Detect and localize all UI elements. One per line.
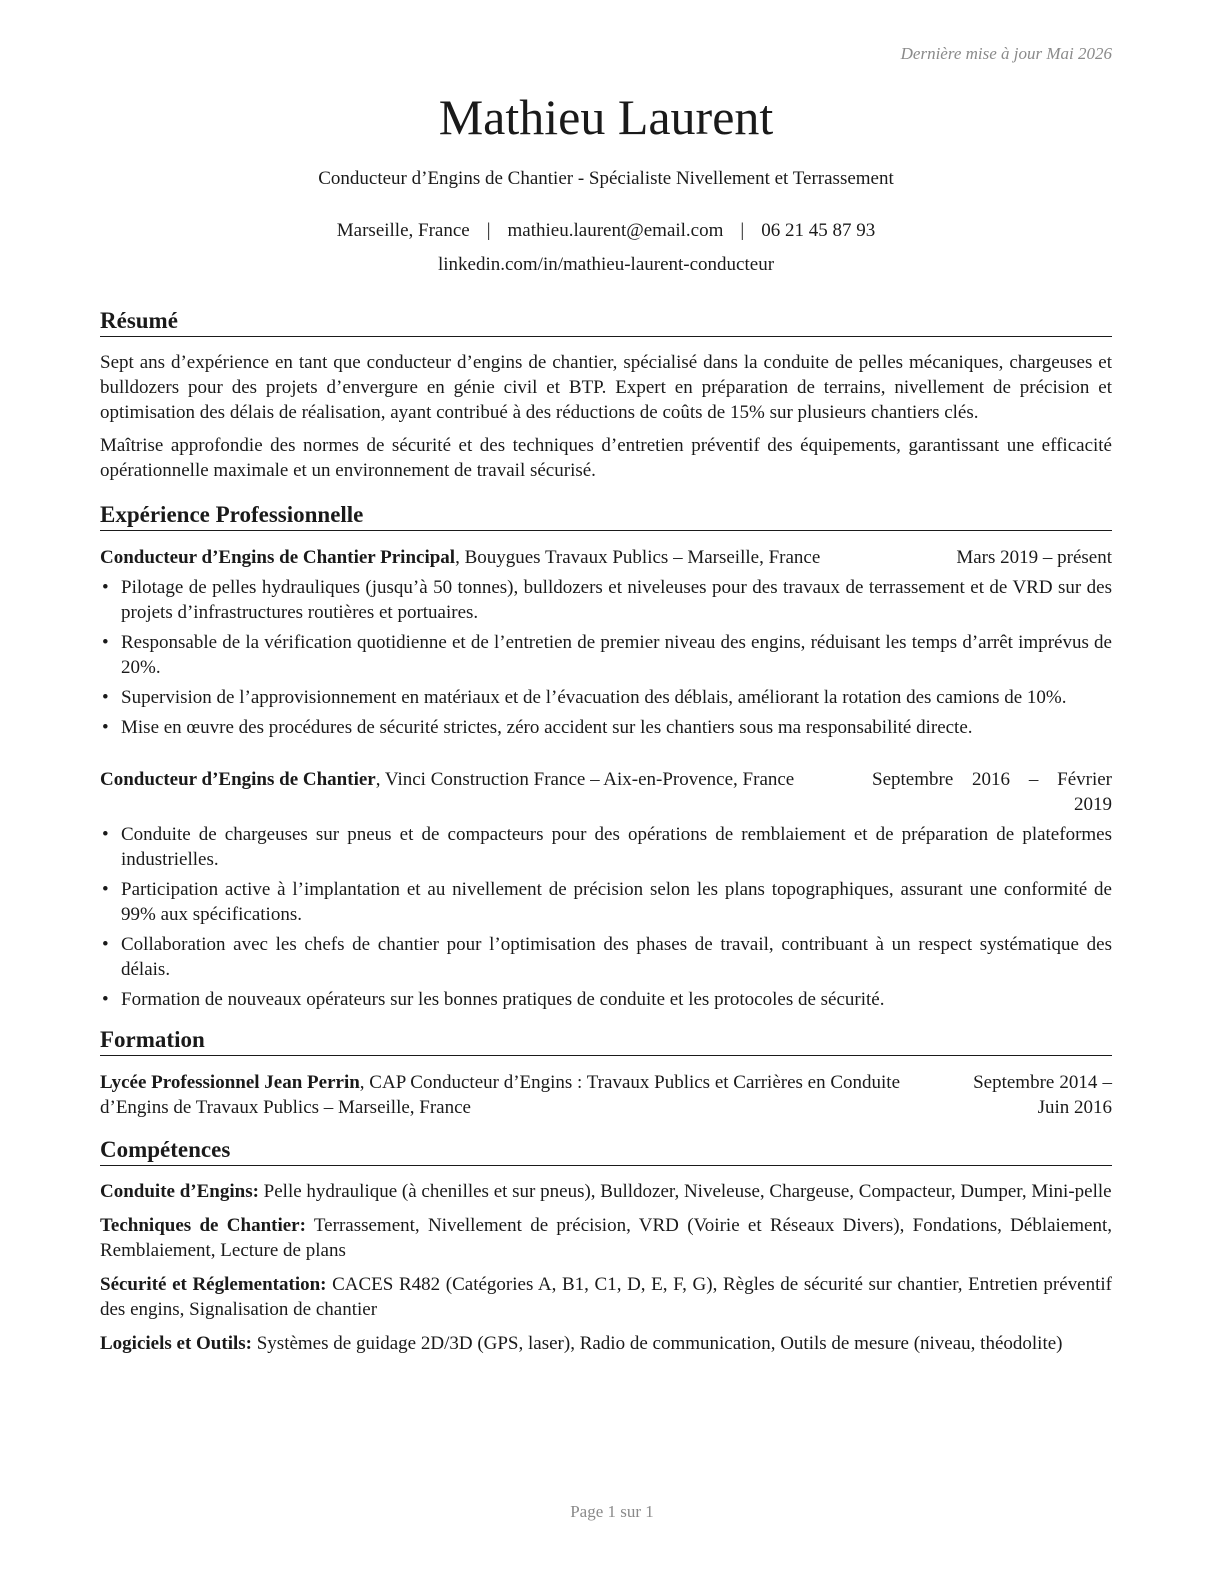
last-updated-note: Dernière mise à jour Mai 2026 (900, 44, 1112, 63)
job-dates: Septembre 2016 – Février 2019 (872, 769, 1112, 815)
contact-separator: | (740, 220, 745, 241)
job-company: , Vinci Construction France – Aix-en-Provence, France (375, 769, 795, 790)
list-item: • Formation de nouveaux opérateurs sur les bonnes pratiques de conduite et les protocoles de sécurité. (102, 989, 885, 1010)
list-item: • Conduite de chargeuses sur pneus et de compacteurs pour des opérations de remblaiement et de préparation de plateformes industrielles. (102, 824, 1112, 870)
candidate-name: Mathieu Laurent (438, 89, 774, 145)
candidate-title: Conducteur d’Engins de Chantier - Spécialiste Nivellement et Terrassement (318, 168, 894, 189)
section-heading-education: Formation (100, 1026, 1112, 1056)
list-item: • Pilotage de pelles hydrauliques (jusqu’à 50 tonnes), bulldozers et niveleuses pour des travaux de terrassement et de VRD sur des projets d’infrastructures routières et portuaires. (102, 577, 1112, 623)
list-item: • Mise en œuvre des procédures de sécurité strictes, zéro accident sur les chantiers sous ma responsabilité directe. (102, 717, 973, 738)
skill-row (100, 1272, 1112, 1322)
experience-section (100, 501, 1112, 1012)
skill-label: Conduite d’Engins: (100, 1181, 259, 1202)
summary-paragraph: Sept ans d’expérience en tant que conducteur d’engins de chantier, spécialisé dans la conduite de pelles mécaniques, chargeuses et bulldozers pour des projets d’envergure en génie civil et BTP. Expert en préparation de terrains, nivellement de précision et optimisation des délais de réalisation, ayant contribué à des réductions de coûts de 15% sur plusieurs chantiers clés. (100, 352, 1112, 423)
summary-paragraph: Maîtrise approfondie des normes de sécurité et des techniques d’entretien préventif des équipements, garantissant une efficacité opérationnelle maximale et un environnement de travail sécurisé. (100, 435, 1112, 481)
list-item: • Collaboration avec les chefs de chantier pour l’optimisation des phases de travail, contribuant à un respect systématique des délais. (102, 934, 1112, 980)
skill-row (100, 1213, 1112, 1263)
summary-section (100, 307, 1112, 483)
bullet-icon: • (102, 632, 109, 653)
job-entry (100, 545, 1112, 740)
contact-phone[interactable]: 06 21 45 87 93 (761, 220, 876, 241)
education-section (100, 1026, 1112, 1120)
contact-location: Marseille, France (336, 220, 470, 241)
section-heading-skills: Compétences (100, 1136, 1112, 1166)
job-title: Conducteur d’Engins de Chantier (100, 769, 376, 790)
skill-value: Pelle hydraulique (à chenilles et sur pneus), Bulldozer, Niveleuse, Chargeuse, Compacteur, Dumper, Mini-pelle (258, 1181, 1112, 1202)
list-item: • Supervision de l’approvisionnement en matériaux et de l’évacuation des déblais, améliorant la rotation des camions de 10%. (102, 687, 1067, 708)
section-heading-experience: Expérience Professionnelle (100, 501, 1112, 531)
bullet-icon: • (102, 934, 109, 955)
bullet-icon: • (102, 824, 109, 845)
school-name: Lycée Professionnel Jean Perrin (100, 1072, 360, 1093)
list-item: • Responsable de la vérification quotidienne et de l’entretien de premier niveau des engins, réduisant les temps d’arrêt imprévus de 20%. (102, 632, 1112, 678)
skill-label: Logiciels et Outils: (100, 1333, 252, 1354)
job-title: Conducteur d’Engins de Chantier Principal (100, 547, 456, 568)
job-dates: Mars 2019 – présent (956, 547, 1112, 568)
skill-row (100, 1331, 1112, 1356)
bullet-icon: • (102, 879, 109, 900)
contact-line (100, 219, 1112, 243)
skill-label: Sécurité et Réglementation: (100, 1274, 327, 1295)
skill-value: Systèmes de guidage 2D/3D (GPS, laser), Radio de communication, Outils de mesure (niveau, théodolite) (251, 1333, 1063, 1354)
contact-email[interactable]: mathieu.laurent@email.com (507, 220, 724, 241)
bullet-icon: • (102, 989, 109, 1010)
contact-linkedin[interactable]: linkedin.com/in/mathieu-laurent-conducteur (437, 254, 775, 275)
education-entry (100, 1070, 1112, 1120)
bullet-icon: • (102, 717, 109, 738)
section-heading-summary: Résumé (100, 307, 1112, 337)
bullet-icon: • (102, 687, 109, 708)
bullet-icon: • (102, 577, 109, 598)
job-entry (100, 767, 1112, 1012)
skill-row (100, 1179, 1112, 1204)
skill-value: Terrassement, Nivellement de précision, VRD (Voirie et Réseaux Divers), Fondations, Déblaiement, Remblaiement, Lecture de plans (100, 1215, 1112, 1261)
list-item: • Participation active à l’implantation et au nivellement de précision selon les plans topographiques, assurant une conformité de 99% aux spécifications. (102, 879, 1112, 925)
skills-section (100, 1136, 1112, 1356)
page-number: Page 1 sur 1 (570, 1502, 654, 1521)
skill-value: CACES R482 (Catégories A, B1, C1, D, E, F, G), Règles de sécurité sur chantier, Entretien préventif des engins, Signalisation de chantier (100, 1274, 1112, 1320)
degree: , CAP Conducteur d’Engins : Travaux Publics et Carrières en Conduite d’Engins de Travaux Publics – Marseille, France (100, 1072, 901, 1118)
resume-page (100, 0, 1112, 1356)
contact-separator: | (486, 220, 491, 241)
education-dates: Septembre 2014 – Juin 2016 (973, 1072, 1112, 1118)
skill-label: Techniques de Chantier: (100, 1215, 306, 1236)
job-company: , Bouygues Travaux Publics – Marseille, France (455, 547, 821, 568)
